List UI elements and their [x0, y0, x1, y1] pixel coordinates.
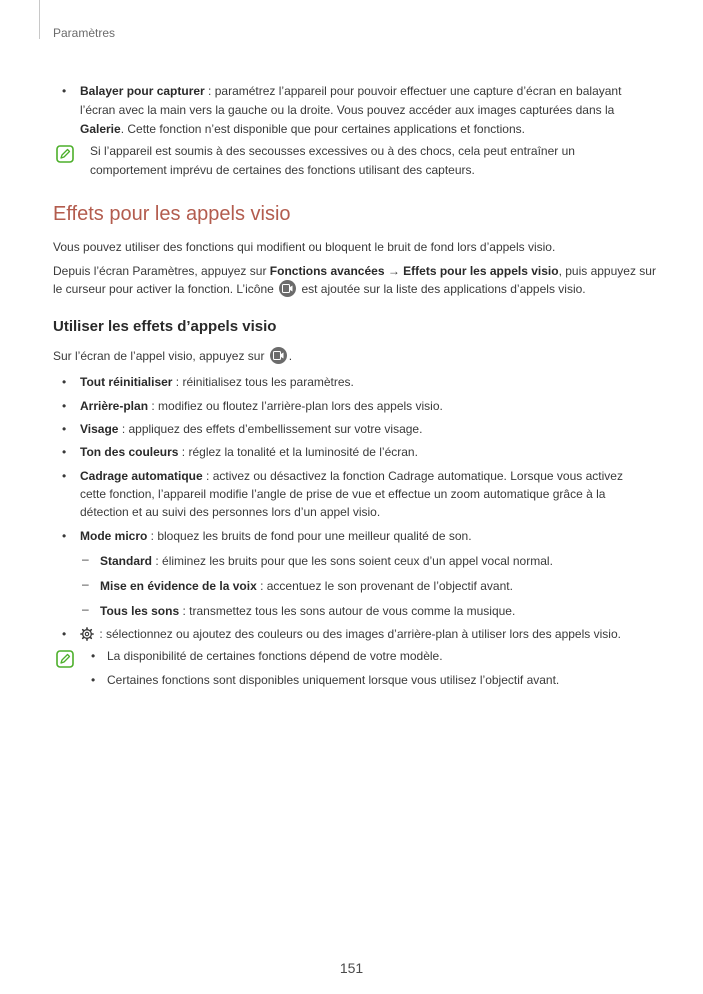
section-heading: Effets pour les appels visio — [53, 203, 291, 225]
subsection-intro: Sur l’écran de l’appel visio, appuyez sur . — [53, 349, 293, 363]
list-item-color-tone: Ton des couleurs : réglez la tonalité et la luminosité de l’écran. — [80, 445, 418, 459]
mic-option-voice-focus: Mise en évidence de la voix : accentuez le son provenant de l’objectif avant. — [100, 579, 513, 593]
list-item-auto-framing-line1: Cadrage automatique : activez ou désactivez la fonction Cadrage automatique. Lorsque vous activez — [80, 469, 623, 483]
settings-path-line1: Depuis l’écran Paramètres, appuyez sur Fonctions avancées → Effets pour les appels visio, puis appuyez sur — [53, 264, 656, 278]
note1-line2: comportement imprévu de certaines des fonctions utilisant des capteurs. — [90, 163, 475, 177]
list-item-auto-framing-line2: cette fonction, l’appareil modifie l’angle de prise de vue et effectue un zoom automatique grâce à la — [80, 487, 606, 501]
mic-option-standard: Standard : éliminez les bruits pour que les sons soient ceux d’un appel vocal normal. — [100, 554, 553, 568]
bullet-dot: • — [91, 649, 96, 663]
video-effects-icon — [279, 280, 296, 297]
note-icon — [56, 145, 74, 163]
bullet-dot: • — [62, 445, 67, 459]
subsection-heading: Utiliser les effets d’appels visio — [53, 318, 277, 335]
swipe-capture-term: Balayer pour capturer — [80, 84, 205, 98]
list-item-background: Arrière-plan : modifiez ou floutez l’arrière-plan lors des appels visio. — [80, 399, 443, 413]
bullet-dot: • — [62, 627, 67, 641]
header-section-title: Paramètres — [53, 26, 116, 40]
swipe-capture-line2: l’écran avec la main vers la gauche ou la droite. Vous pouvez accéder aux images capturées dans la — [80, 103, 615, 117]
bullet-dot: • — [62, 469, 67, 483]
bullet-dot: • — [62, 84, 67, 98]
dash-marker: – — [82, 602, 89, 616]
video-call-effects-term: Effets pour les appels visio — [403, 264, 559, 278]
bullet-dot: • — [62, 529, 67, 543]
dash-marker: – — [82, 577, 89, 591]
note2-item-availability: La disponibilité de certaines fonctions dépend de votre modèle. — [107, 649, 443, 663]
header-divider — [39, 0, 40, 39]
list-item-auto-framing-line3: détection et au suivi des personnes lors d’un appel visio. — [80, 505, 381, 519]
section-intro: Vous pouvez utiliser des fonctions qui modifient ou bloquent le bruit de fond lors d’appels visio. — [53, 240, 556, 254]
bullet-dot: • — [91, 673, 96, 687]
bullet-dot: • — [62, 375, 67, 389]
list-item-reset: Tout réinitialiser : réinitialisez tous les paramètres. — [80, 375, 354, 389]
list-item-face: Visage : appliquez des effets d’embellissement sur votre visage. — [80, 422, 423, 436]
list-item-settings: : sélectionnez ou ajoutez des couleurs ou des images d’arrière-plan à utiliser lors des appels visio. — [80, 625, 621, 643]
video-effects-icon — [270, 347, 287, 364]
dash-marker: – — [82, 552, 89, 566]
swipe-capture-line1: Balayer pour capturer : paramétrez l’appareil pour pouvoir effectuer une capture d’écran en balayant — [80, 84, 622, 98]
advanced-features-term: Fonctions avancées — [269, 264, 385, 278]
bullet-dot: • — [62, 422, 67, 436]
gear-icon — [80, 627, 94, 641]
swipe-capture-line3: Galerie. Cette fonction n’est disponible que pour certaines applications et fonctions. — [80, 122, 525, 136]
bullet-dot: • — [62, 399, 67, 413]
note2-item-front-camera: Certaines fonctions sont disponibles uniquement lorsque vous utilisez l’objectif avant. — [107, 673, 560, 687]
note1-line1: Si l’appareil est soumis à des secousses excessives ou à des chocs, cela peut entraîner un — [90, 144, 575, 158]
list-item-mic-mode: Mode micro : bloquez les bruits de fond pour une meilleur qualité de son. — [80, 529, 472, 543]
settings-path-line2: le curseur pour activer la fonction. L’icône est ajoutée sur la liste des applications d’appels visio. — [53, 282, 586, 296]
mic-option-all-sounds: Tous les sons : transmettez tous les sons autour de vous comme la musique. — [100, 604, 516, 618]
gallery-term: Galerie — [80, 122, 121, 136]
page-number: 151 — [339, 960, 364, 976]
note-icon — [56, 650, 74, 668]
